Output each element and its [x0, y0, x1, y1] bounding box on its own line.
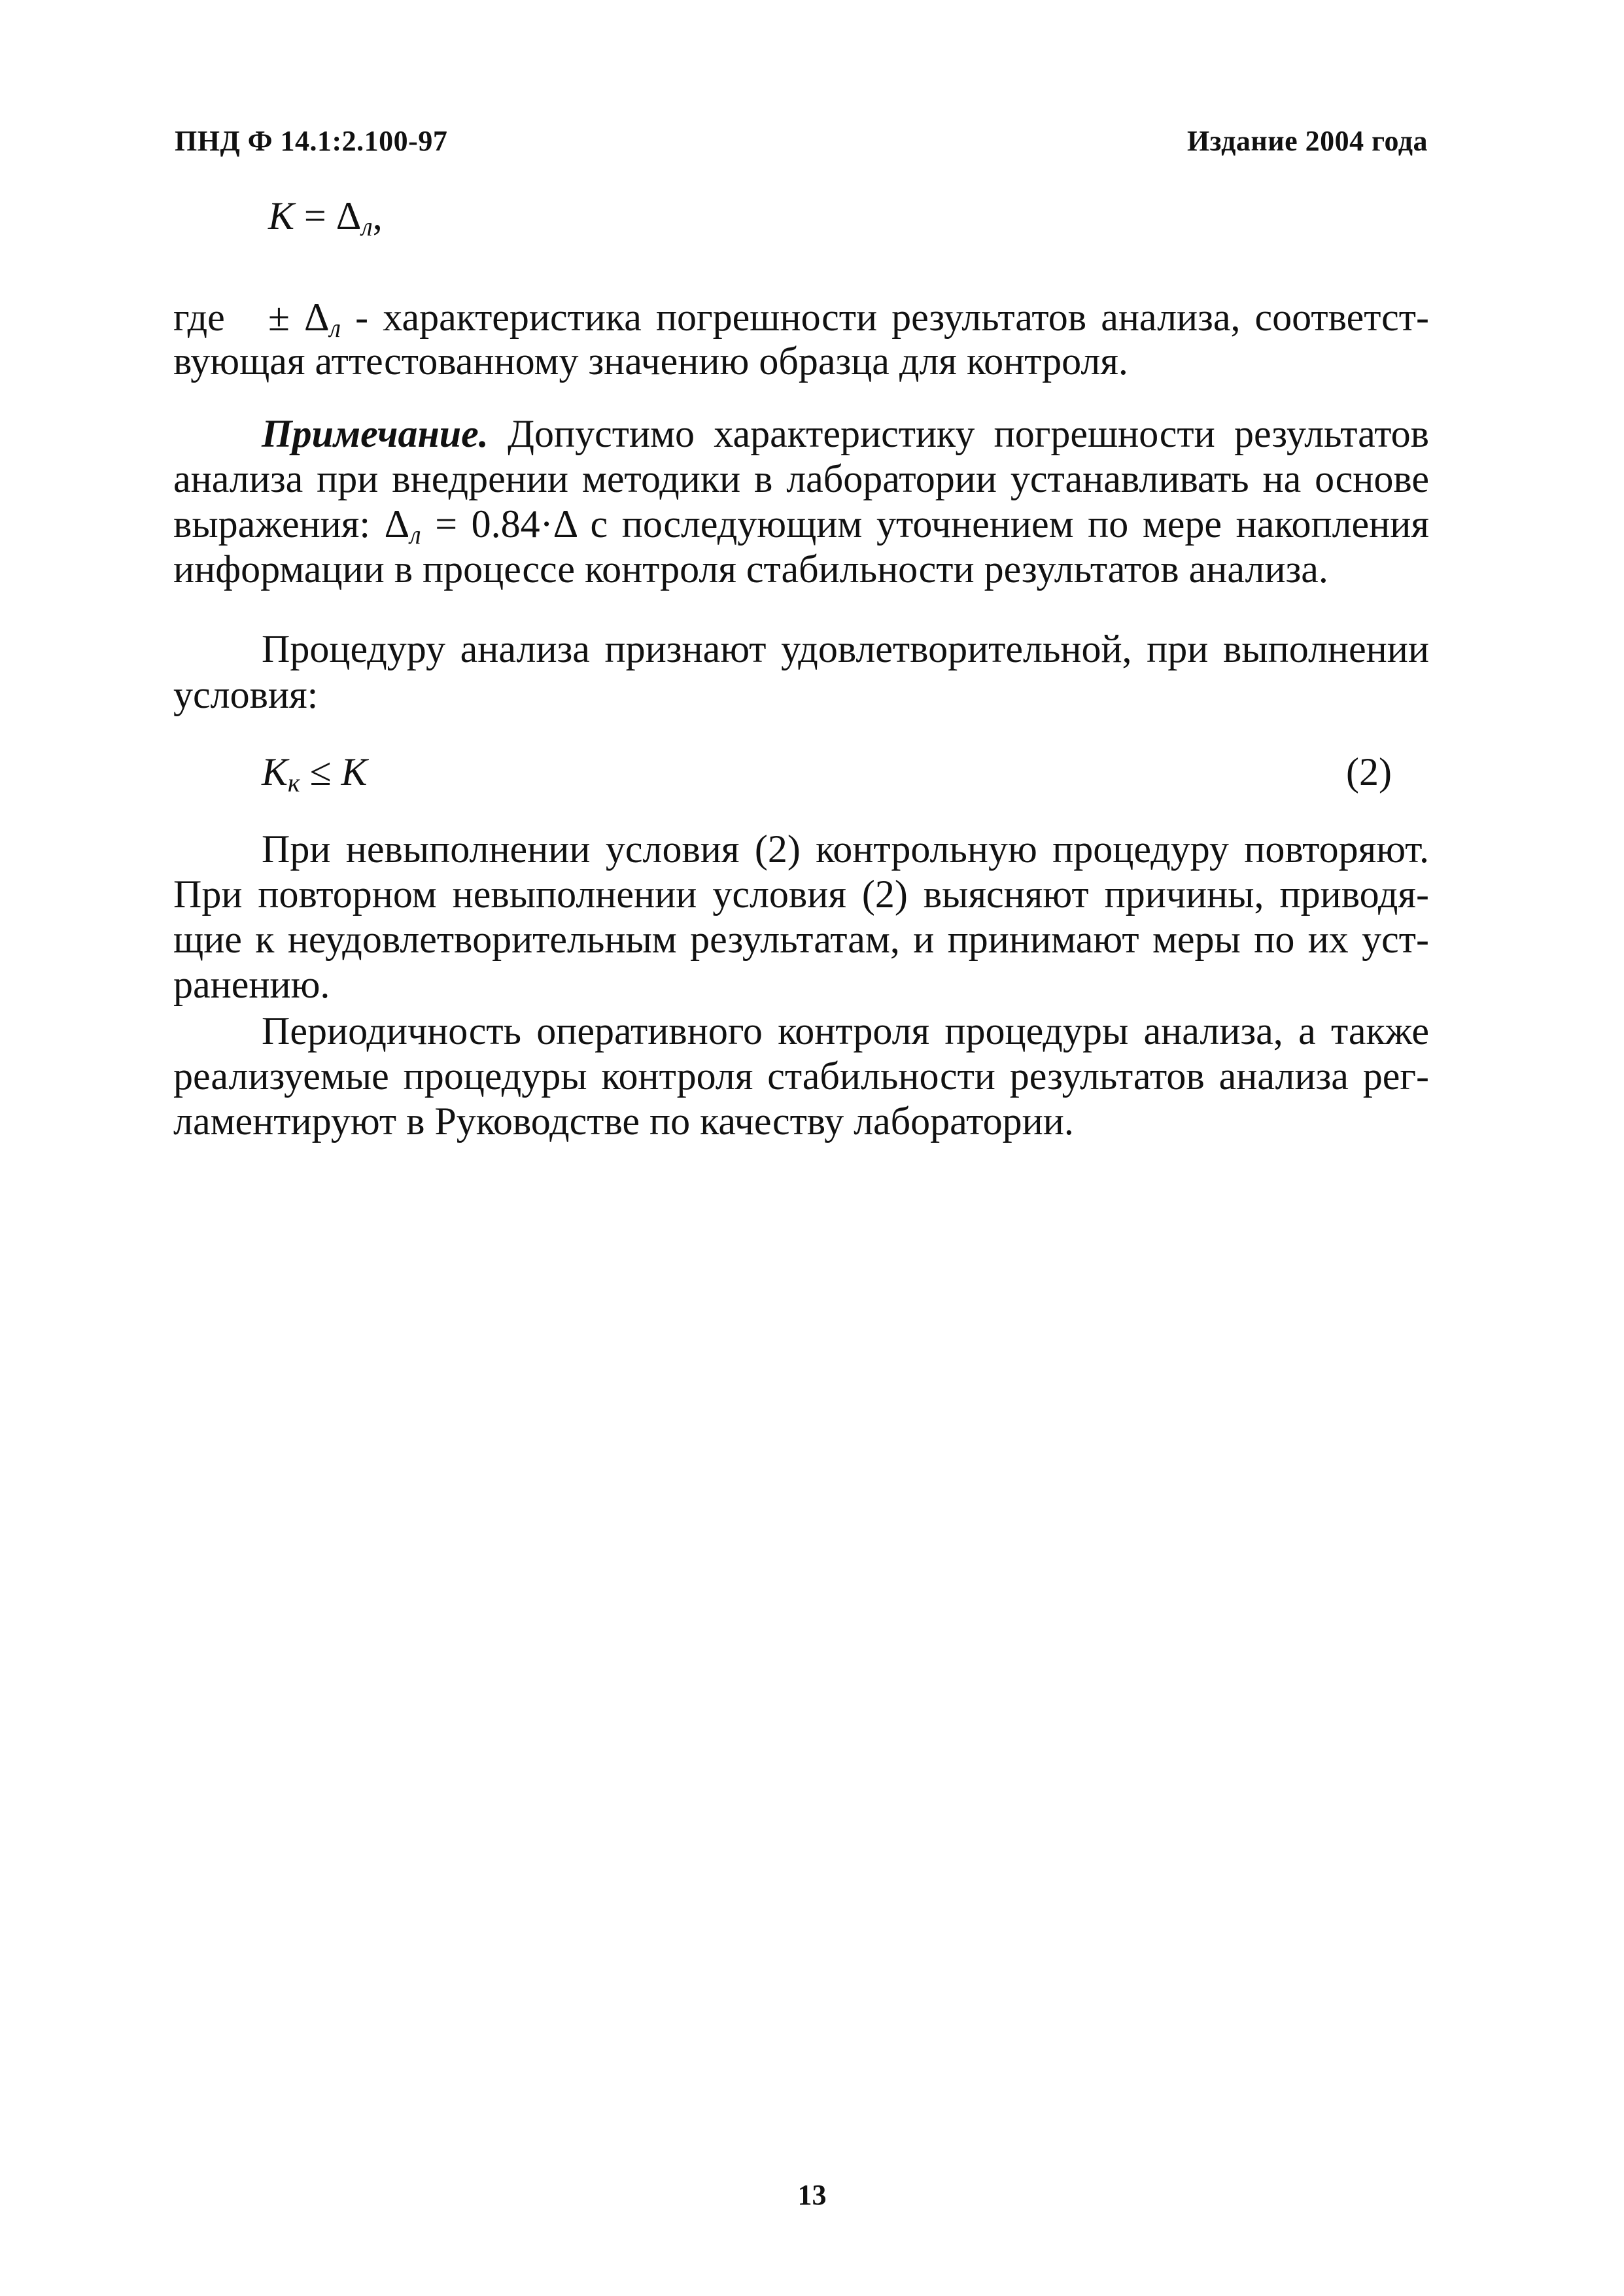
formula-punctuation: , [372, 194, 383, 237]
note-text: Допустимо характеристику погрешности результатов [488, 412, 1429, 455]
condition-line-1: Процедуру анализа признают удовлетворительной, при выполнении [262, 627, 1429, 670]
note-text: = 0.84·Δ с последующим уточнением по мере накопления [421, 502, 1429, 546]
edition-label: Издание 2004 года [1187, 125, 1428, 157]
formula-condition [262, 752, 367, 796]
paragraph2-line-2: реализуемые процедуры контроля стабильности результатов анализа рег- [173, 1054, 1429, 1098]
condition-line-2: условия: [173, 673, 319, 716]
paragraph1-line-1: При невыполнении условия (2) контрольную процедуру повторяют. [262, 827, 1429, 871]
definition-line-2: вующая аттестованному значению образца для контроля. [173, 339, 1128, 383]
note-line-4: информации в процессе контроля стабильности результатов анализа. [173, 548, 1328, 591]
formula-symbol: К [262, 750, 288, 793]
formula-subscript: к [287, 768, 300, 797]
note-line-3 [173, 504, 1429, 548]
document-code: ПНД Ф 14.1:2.100-97 [175, 125, 448, 157]
delta-subscript: л [409, 520, 421, 549]
formula-operator: ≤ [300, 750, 341, 793]
paragraph1-line-4: ранению. [173, 963, 330, 1006]
formula-symbol: Δ [336, 194, 362, 237]
formula-subscript: л [361, 212, 373, 241]
paragraph1-line-2: При повторном невыполнении условия (2) выясняют причины, приводя- [173, 873, 1429, 916]
paragraph2-line-1: Периодичность оперативного контроля процедуры анализа, а также [262, 1009, 1429, 1052]
plus-minus-symbol: ± [268, 296, 305, 339]
note-line-1 [262, 414, 1429, 453]
delta-symbol: Δ [304, 296, 330, 339]
formula-k-equals-delta [268, 196, 383, 240]
paragraph2-line-3: ламентируют в Руководстве по качеству лаборатории. [173, 1100, 1074, 1143]
equation-number: (2) [1346, 750, 1392, 793]
formula-operator: = [294, 194, 336, 237]
where-word: где [173, 296, 225, 339]
note-lead: Примечание. [262, 412, 489, 455]
delta-symbol: Δ [384, 502, 410, 546]
delta-subscript: л [329, 313, 341, 343]
definition-line-1 [173, 298, 1429, 341]
formula-symbol: К [268, 194, 294, 237]
note-text: выражения: [173, 502, 385, 546]
note-line-2: анализа при внедрении методики в лаборатории устанавливать на основе [173, 457, 1429, 500]
paragraph1-line-3: щие к неудовлетворительным результатам, и принимают меры по их уст- [173, 918, 1429, 961]
formula-symbol: К [341, 750, 368, 793]
page-number: 13 [797, 2179, 827, 2211]
definition-text: - характеристика погрешности результатов анализа, соответст- [341, 296, 1430, 339]
